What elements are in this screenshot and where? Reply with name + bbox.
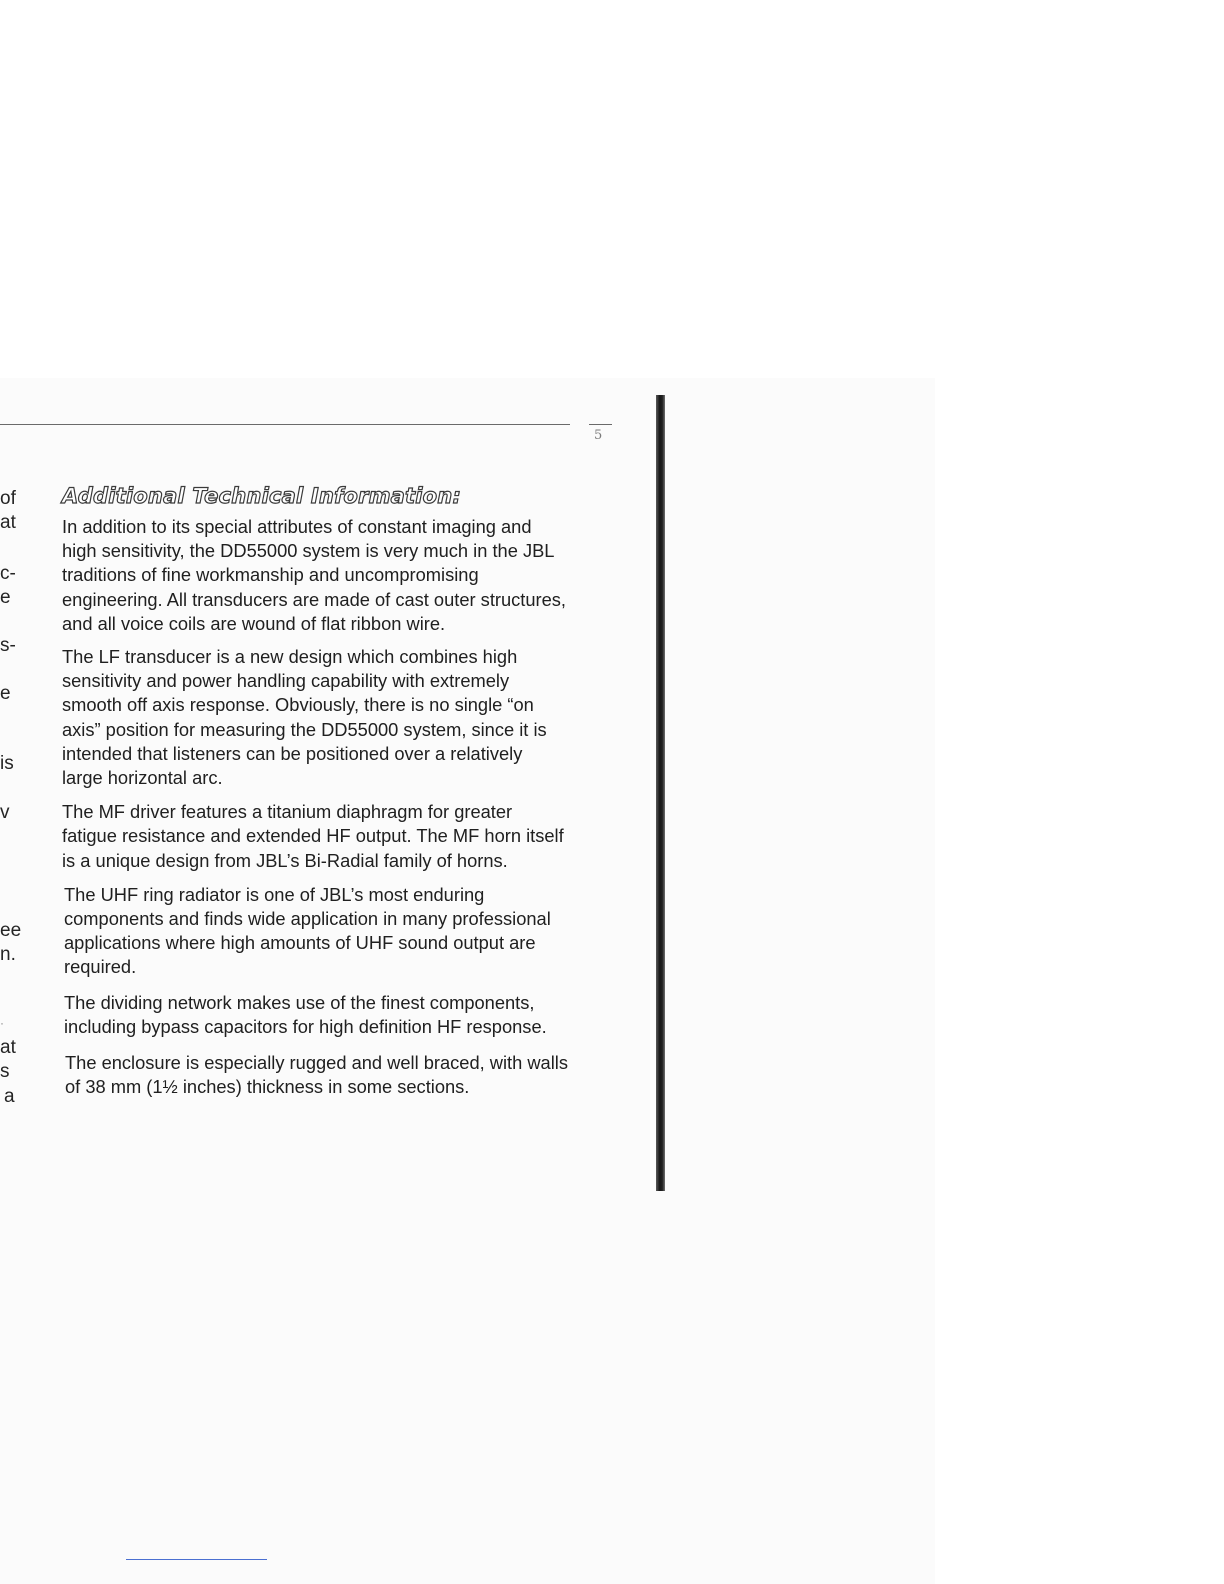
paragraph-overview: In addition to its special attributes of constant imaging and high sensitivity, the DD55000 system is very much in the JBL traditions of fine workmanship and uncompromising engineering. All transducers are made of cast outer structures, and all voice coils are wound of flat ribbon wire.	[62, 516, 567, 634]
previous-column-fragments	[0, 0, 20, 1584]
edge-fragment: c-	[0, 563, 16, 584]
edge-fragment: of	[0, 488, 16, 509]
paragraph-lf-transducer: The LF transducer is a new design which combines high sensitivity and power handling capability with extremely smooth off axis response. Obviously, there is no single “on axis” position for measuring the DD55000 system, since it is intended that listeners can be positioned over a relatively large horizontal arc.	[62, 646, 547, 789]
paragraph-enclosure: The enclosure is especially rugged and well braced, with walls of 38 mm (1½ inches) thickness in some sections.	[65, 1052, 568, 1098]
binding-edge	[656, 395, 665, 1191]
footer-link-underline	[126, 1559, 267, 1560]
edge-fragment: n.	[0, 944, 16, 965]
edge-fragment: v	[0, 802, 10, 823]
page-number: 5	[594, 428, 603, 443]
edge-fragment: s-	[0, 635, 16, 656]
paragraph-mf-driver: The MF driver features a titanium diaphragm for greater fatigue resistance and extended HF output. The MF horn itself is a unique design from JBL’s Bi-Radial family of horns.	[62, 801, 564, 871]
edge-fragment: e	[0, 683, 11, 704]
technical-info-section	[62, 484, 572, 1099]
paragraph-uhf-radiator: The UHF ring radiator is one of JBL’s most enduring components and finds wide application in many professional applications where high amounts of UHF sound output are required.	[64, 883, 551, 978]
paragraph-dividing-network: The dividing network makes use of the finest components, including bypass capacitors for high definition HF response.	[64, 991, 547, 1037]
edge-fragment: at	[0, 512, 16, 533]
section-heading: Additional Technical Information:	[62, 484, 462, 508]
page-number-rule	[589, 424, 612, 425]
edge-fragment: is	[0, 753, 14, 774]
edge-fragment: ee	[0, 920, 22, 941]
edge-fragment: e	[0, 587, 11, 608]
edge-fragment: ·	[0, 1016, 4, 1030]
edge-fragment: a	[4, 1086, 15, 1107]
edge-fragment: s	[0, 1061, 10, 1082]
edge-fragment: at	[0, 1037, 16, 1058]
header-rule	[0, 424, 570, 425]
